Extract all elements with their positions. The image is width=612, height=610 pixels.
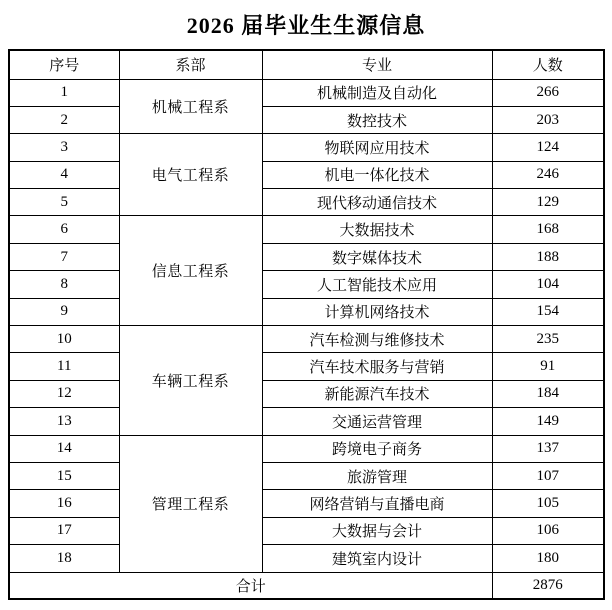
cell-major: 汽车技术服务与营销	[262, 353, 492, 380]
cell-serial: 7	[9, 243, 119, 270]
table-row	[9, 161, 604, 188]
cell-count: 129	[492, 189, 604, 216]
cell-count: 188	[492, 243, 604, 270]
cell-count: 180	[492, 545, 604, 572]
cell-major: 计算机网络技术	[262, 298, 492, 325]
cell-serial: 13	[9, 408, 119, 435]
cell-serial: 6	[9, 216, 119, 243]
cell-department: 电气工程系	[119, 134, 262, 216]
cell-count: 91	[492, 353, 604, 380]
cell-count: 266	[492, 79, 604, 106]
cell-major: 旅游管理	[262, 462, 492, 489]
cell-count: 124	[492, 134, 604, 161]
cell-major: 汽车检测与维修技术	[262, 326, 492, 353]
total-value-cell: 2876	[492, 572, 604, 599]
cell-serial: 15	[9, 462, 119, 489]
cell-serial: 8	[9, 271, 119, 298]
cell-major: 物联网应用技术	[262, 134, 492, 161]
table-row	[9, 189, 604, 216]
cell-count: 106	[492, 517, 604, 544]
cell-serial: 18	[9, 545, 119, 572]
cell-count: 105	[492, 490, 604, 517]
cell-count: 154	[492, 298, 604, 325]
table-row	[9, 353, 604, 380]
table-row	[9, 79, 604, 106]
cell-count: 203	[492, 106, 604, 133]
page-title: 2026 届毕业生生源信息	[186, 13, 426, 38]
cell-count: 149	[492, 408, 604, 435]
cell-serial: 17	[9, 517, 119, 544]
cell-major: 机电一体化技术	[262, 161, 492, 188]
cell-serial: 2	[9, 106, 119, 133]
cell-major: 机械制造及自动化	[262, 79, 492, 106]
total-row	[9, 572, 604, 599]
total-label-cell: 合计	[9, 572, 492, 599]
col-header-serial: 序号	[9, 50, 119, 79]
table-row	[9, 326, 604, 353]
cell-serial: 9	[9, 298, 119, 325]
cell-serial: 3	[9, 134, 119, 161]
student-source-table	[8, 49, 605, 600]
col-header-count: 人数	[492, 50, 604, 79]
table-row	[9, 243, 604, 270]
header-row	[9, 50, 604, 79]
col-header-major: 专业	[262, 50, 492, 79]
table-row	[9, 408, 604, 435]
cell-major: 跨境电子商务	[262, 435, 492, 462]
cell-serial: 10	[9, 326, 119, 353]
cell-count: 184	[492, 380, 604, 407]
cell-major: 建筑室内设计	[262, 545, 492, 572]
cell-count: 137	[492, 435, 604, 462]
table-row	[9, 545, 604, 572]
cell-department: 管理工程系	[119, 435, 262, 572]
cell-major: 大数据与会计	[262, 517, 492, 544]
cell-serial: 5	[9, 189, 119, 216]
cell-major: 现代移动通信技术	[262, 189, 492, 216]
table-row	[9, 462, 604, 489]
cell-major: 网络营销与直播电商	[262, 490, 492, 517]
cell-major: 交通运营管理	[262, 408, 492, 435]
table-row	[9, 490, 604, 517]
cell-serial: 11	[9, 353, 119, 380]
cell-department: 车辆工程系	[119, 326, 262, 436]
cell-serial: 14	[9, 435, 119, 462]
cell-serial: 12	[9, 380, 119, 407]
table-row	[9, 517, 604, 544]
cell-count: 104	[492, 271, 604, 298]
table-row	[9, 298, 604, 325]
table-row	[9, 380, 604, 407]
table-row	[9, 435, 604, 462]
cell-major: 数控技术	[262, 106, 492, 133]
cell-count: 168	[492, 216, 604, 243]
cell-serial: 4	[9, 161, 119, 188]
cell-serial: 1	[9, 79, 119, 106]
cell-major: 大数据技术	[262, 216, 492, 243]
table-row	[9, 106, 604, 133]
cell-count: 246	[492, 161, 604, 188]
table-row	[9, 271, 604, 298]
cell-count: 235	[492, 326, 604, 353]
cell-major: 人工智能技术应用	[262, 271, 492, 298]
cell-department: 机械工程系	[119, 79, 262, 134]
cell-count: 107	[492, 462, 604, 489]
cell-major: 新能源汽车技术	[262, 380, 492, 407]
table-row	[9, 216, 604, 243]
table-row	[9, 134, 604, 161]
cell-serial: 16	[9, 490, 119, 517]
col-header-department: 系部	[119, 50, 262, 79]
cell-department: 信息工程系	[119, 216, 262, 326]
cell-major: 数字媒体技术	[262, 243, 492, 270]
